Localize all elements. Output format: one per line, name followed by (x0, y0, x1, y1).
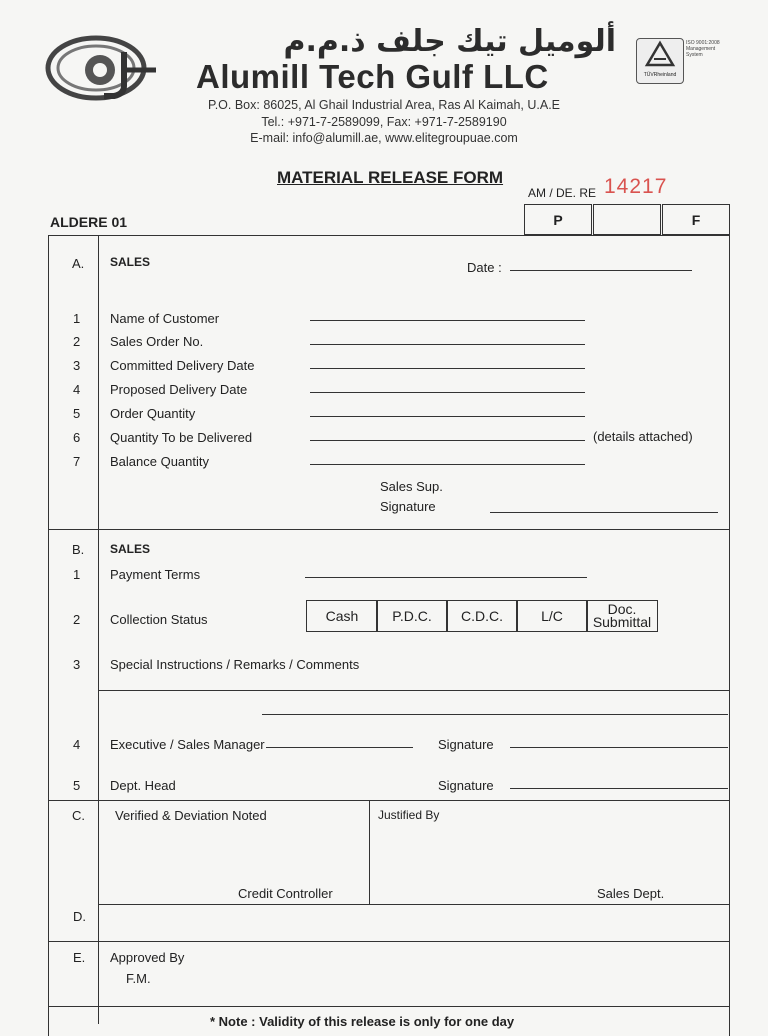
certification-badge (636, 38, 684, 84)
section-a-letter: A. (72, 256, 85, 271)
cert-text (686, 40, 720, 58)
company-email: E-mail: info@alumill.ae, www.elitegroupuae.com (250, 131, 518, 145)
section-divider (48, 800, 729, 801)
form-frame (48, 235, 730, 1036)
executive-manager-field[interactable] (266, 747, 413, 748)
fm-label: F.M. (126, 971, 151, 986)
option-cdc[interactable]: C.D.C. (446, 600, 518, 632)
row-number: 4 (73, 382, 81, 397)
logo-mark-icon (44, 30, 164, 106)
sales-sup-label: Sales Sup. (380, 479, 443, 494)
executive-signature-label: Signature (438, 737, 494, 752)
customer-name-label: Name of Customer (110, 311, 220, 326)
customer-name-field[interactable] (310, 320, 585, 321)
company-name: Alumill Tech Gulf LLC (196, 58, 549, 95)
cell-blank[interactable] (593, 204, 661, 235)
sales-sup-signature-field[interactable] (490, 512, 718, 513)
section-divider (48, 1006, 729, 1007)
order-quantity-field[interactable] (310, 416, 585, 417)
row-number: 3 (73, 657, 81, 672)
committed-date-field[interactable] (310, 368, 585, 369)
section-e-letter: E. (73, 950, 86, 965)
balance-quantity-label: Balance Quantity (110, 454, 210, 469)
company-logo (44, 30, 164, 106)
company-phone: Tel.: +971-7-2589099, Fax: +971-7-2589190 (261, 115, 507, 129)
row-number: 3 (73, 358, 81, 373)
cert-line: Management (686, 46, 716, 52)
deliver-quantity-label: Quantity To be Delivered (110, 430, 253, 445)
validity-note: * Note : Validity of this release is only for one day (210, 1014, 515, 1029)
section-divider (48, 941, 729, 942)
dept-head-signature-label: Signature (438, 778, 494, 793)
tuv-triangle-icon (637, 39, 683, 69)
payment-terms-field[interactable] (305, 577, 587, 578)
row-number: 7 (73, 454, 81, 469)
row-number: 2 (73, 334, 81, 349)
row-number: 5 (73, 406, 81, 421)
verified-label: Verified & Deviation Noted (115, 808, 267, 823)
section-b-heading: SALES (110, 542, 151, 556)
option-doc-submittal[interactable]: Doc. Submittal (586, 600, 658, 632)
row-number: 1 (73, 567, 81, 582)
form-title: MATERIAL RELEASE FORM (277, 168, 504, 187)
credit-controller-label: Credit Controller (238, 886, 333, 901)
row-number: 1 (73, 311, 81, 326)
sales-sup-signature-label: Signature (380, 499, 436, 514)
deliver-quantity-field[interactable] (310, 440, 585, 441)
company-name-arabic: ألوميل تيك جلف ذ.م.م (283, 24, 616, 59)
order-quantity-label: Order Quantity (110, 406, 196, 421)
cert-brand: TÜVRheinland (643, 72, 677, 78)
option-lc[interactable]: L/C (516, 600, 588, 632)
company-address: P.O. Box: 86025, Al Ghail Industrial Area, Ras Al Kaimah, U.A.E (207, 98, 561, 112)
section-divider (48, 529, 729, 530)
cert-line: System (686, 52, 703, 58)
balance-quantity-field[interactable] (310, 464, 585, 465)
serial-number: 14217 (604, 175, 668, 198)
sales-order-field[interactable] (310, 344, 585, 345)
row-number: 4 (73, 737, 81, 752)
collection-status-label: Collection Status (110, 612, 208, 627)
cell-f[interactable]: F (662, 204, 730, 235)
section-c-column-divider (369, 800, 370, 904)
sales-order-label: Sales Order No. (110, 334, 204, 349)
date-label: Date : (467, 260, 502, 275)
row-number: 2 (73, 612, 81, 627)
option-pdc[interactable]: P.D.C. (376, 600, 448, 632)
form-column-divider (98, 235, 99, 800)
doc-code: ALDERE 01 (50, 214, 128, 230)
serial-label: AM / DE. RE (528, 186, 597, 200)
special-instructions-field[interactable] (262, 714, 728, 715)
proposed-date-label: Proposed Delivery Date (110, 382, 248, 397)
section-d-letter: D. (73, 909, 86, 924)
details-note: (details attached) (593, 429, 693, 444)
payment-terms-label: Payment Terms (110, 567, 201, 582)
cell-p[interactable]: P (524, 204, 592, 235)
committed-date-label: Committed Delivery Date (110, 358, 255, 373)
cert-line: ISO 9001:2008 (686, 40, 720, 46)
approved-by-label: Approved By (110, 950, 185, 965)
dept-head-label: Dept. Head (110, 778, 176, 793)
option-cash[interactable]: Cash (306, 600, 378, 632)
sales-dept-label: Sales Dept. (597, 886, 665, 901)
proposed-date-field[interactable] (310, 392, 585, 393)
row-number: 5 (73, 778, 81, 793)
form-column-divider (98, 800, 99, 1024)
justified-by-label: Justified By (378, 808, 440, 822)
row-number: 6 (73, 430, 81, 445)
section-b-letter: B. (72, 542, 85, 557)
date-field[interactable] (510, 270, 692, 271)
executive-signature-field[interactable] (510, 747, 728, 748)
section-c-letter: C. (72, 808, 85, 823)
section-a-heading: SALES (110, 255, 151, 269)
executive-manager-label: Executive / Sales Manager (110, 737, 265, 752)
special-instructions-label: Special Instructions / Remarks / Comments (110, 657, 360, 672)
dept-head-signature-field[interactable] (510, 788, 728, 789)
section-divider (98, 690, 729, 691)
section-divider (98, 904, 729, 905)
